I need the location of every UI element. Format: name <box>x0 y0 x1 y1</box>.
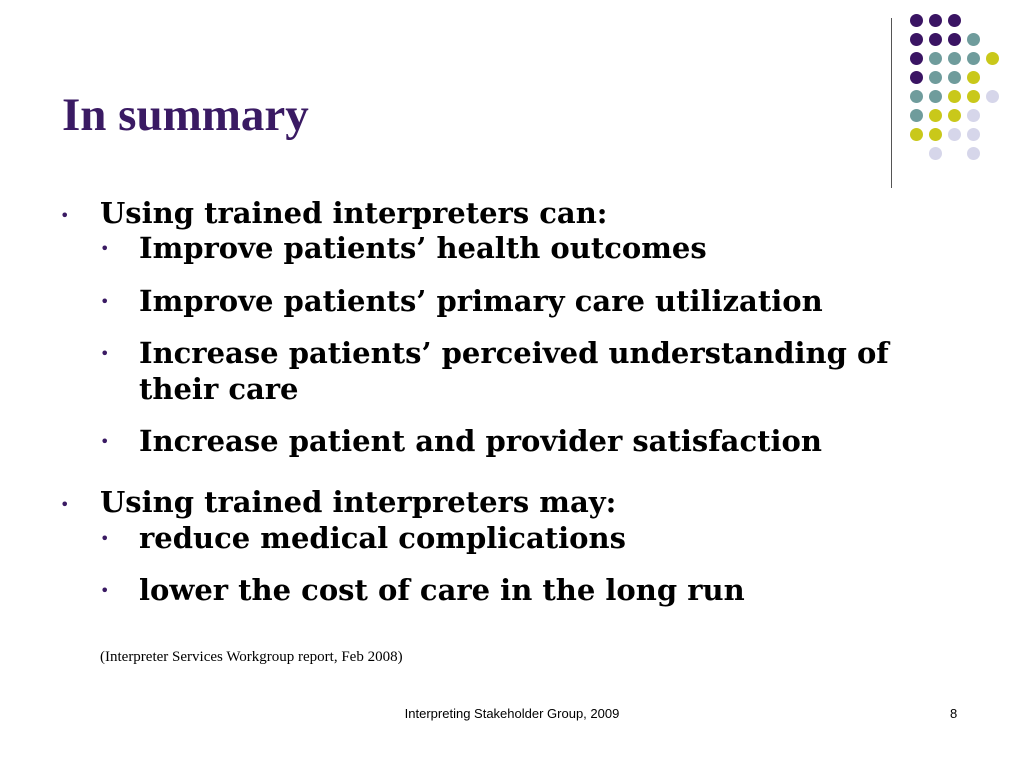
sub-bullet-text: Improve patients’ health outcomes <box>139 231 707 266</box>
dot-grid-dot <box>929 147 942 160</box>
dot-grid-dot <box>910 52 923 65</box>
bullet-icon: • <box>60 495 70 515</box>
dot-grid-dot <box>948 128 961 141</box>
dot-grid-decoration-icon <box>910 14 1010 174</box>
dot-grid-dot <box>948 71 961 84</box>
dot-grid-dot <box>948 14 961 27</box>
sub-bullet-item <box>60 573 960 608</box>
dot-grid-dot <box>967 52 980 65</box>
bullet-icon: • <box>100 528 110 548</box>
sub-bullet-item <box>60 284 960 319</box>
sub-bullet-item <box>60 521 960 556</box>
dot-grid-dot <box>929 14 942 27</box>
dot-grid-dot <box>948 33 961 46</box>
footer-text: Interpreting Stakeholder Group, 2009 <box>404 706 620 721</box>
sub-bullet-text: reduce medical complications <box>139 520 626 555</box>
bullet-icon: • <box>60 206 70 225</box>
dot-grid-dot <box>910 109 923 122</box>
dot-grid-dot <box>910 33 923 46</box>
dot-grid-dot <box>910 128 923 141</box>
dot-grid-dot <box>929 33 942 46</box>
sub-bullet-text: Increase patients’ perceived understanding of their care <box>139 336 889 406</box>
dot-grid-dot <box>986 52 999 65</box>
dot-grid-dot <box>910 14 923 27</box>
dot-grid-dot <box>929 128 942 141</box>
dot-grid-dot <box>967 33 980 46</box>
sub-bullet-text: Improve patients’ primary care utilization <box>139 283 823 318</box>
bullet-item <box>60 485 960 520</box>
dot-grid-dot <box>948 109 961 122</box>
dot-grid-dot <box>929 71 942 84</box>
citation-text: (Interpreter Services Workgroup report, Feb 2008) <box>100 649 403 665</box>
dot-grid-dot <box>967 109 980 122</box>
bullet-icon: • <box>100 581 110 600</box>
page-number: 8 <box>950 706 958 721</box>
dot-grid-dot <box>948 90 961 103</box>
bullet-text: Using trained interpreters can: <box>100 196 608 230</box>
bullet-item <box>60 196 960 231</box>
dot-grid-dot <box>910 90 923 103</box>
sub-bullet-item <box>60 424 960 459</box>
bullet-icon: • <box>100 239 110 259</box>
dot-grid-dot <box>967 71 980 84</box>
dot-grid-dot <box>967 128 980 141</box>
sub-bullet-item <box>60 231 960 266</box>
dot-grid-dot <box>929 109 942 122</box>
bullet-icon: • <box>100 344 110 364</box>
bullet-text: Using trained interpreters may: <box>100 485 617 520</box>
dot-grid-dot <box>948 52 961 65</box>
dot-grid-dot <box>929 52 942 65</box>
slide-title: In summary <box>62 89 309 141</box>
bullet-icon: • <box>100 431 110 451</box>
bullet-list <box>60 196 960 608</box>
dot-grid-dot <box>986 90 999 103</box>
dot-grid-dot <box>967 147 980 160</box>
dot-grid-dot <box>910 71 923 84</box>
sub-bullet-text: lower the cost of care in the long run <box>139 573 745 607</box>
dot-grid-dot <box>967 90 980 103</box>
title-divider-line <box>891 18 892 188</box>
dot-grid-dot <box>929 90 942 103</box>
sub-bullet-item <box>60 336 960 407</box>
bullet-icon: • <box>100 291 110 311</box>
sub-bullet-text: Increase patient and provider satisfaction <box>139 423 822 458</box>
